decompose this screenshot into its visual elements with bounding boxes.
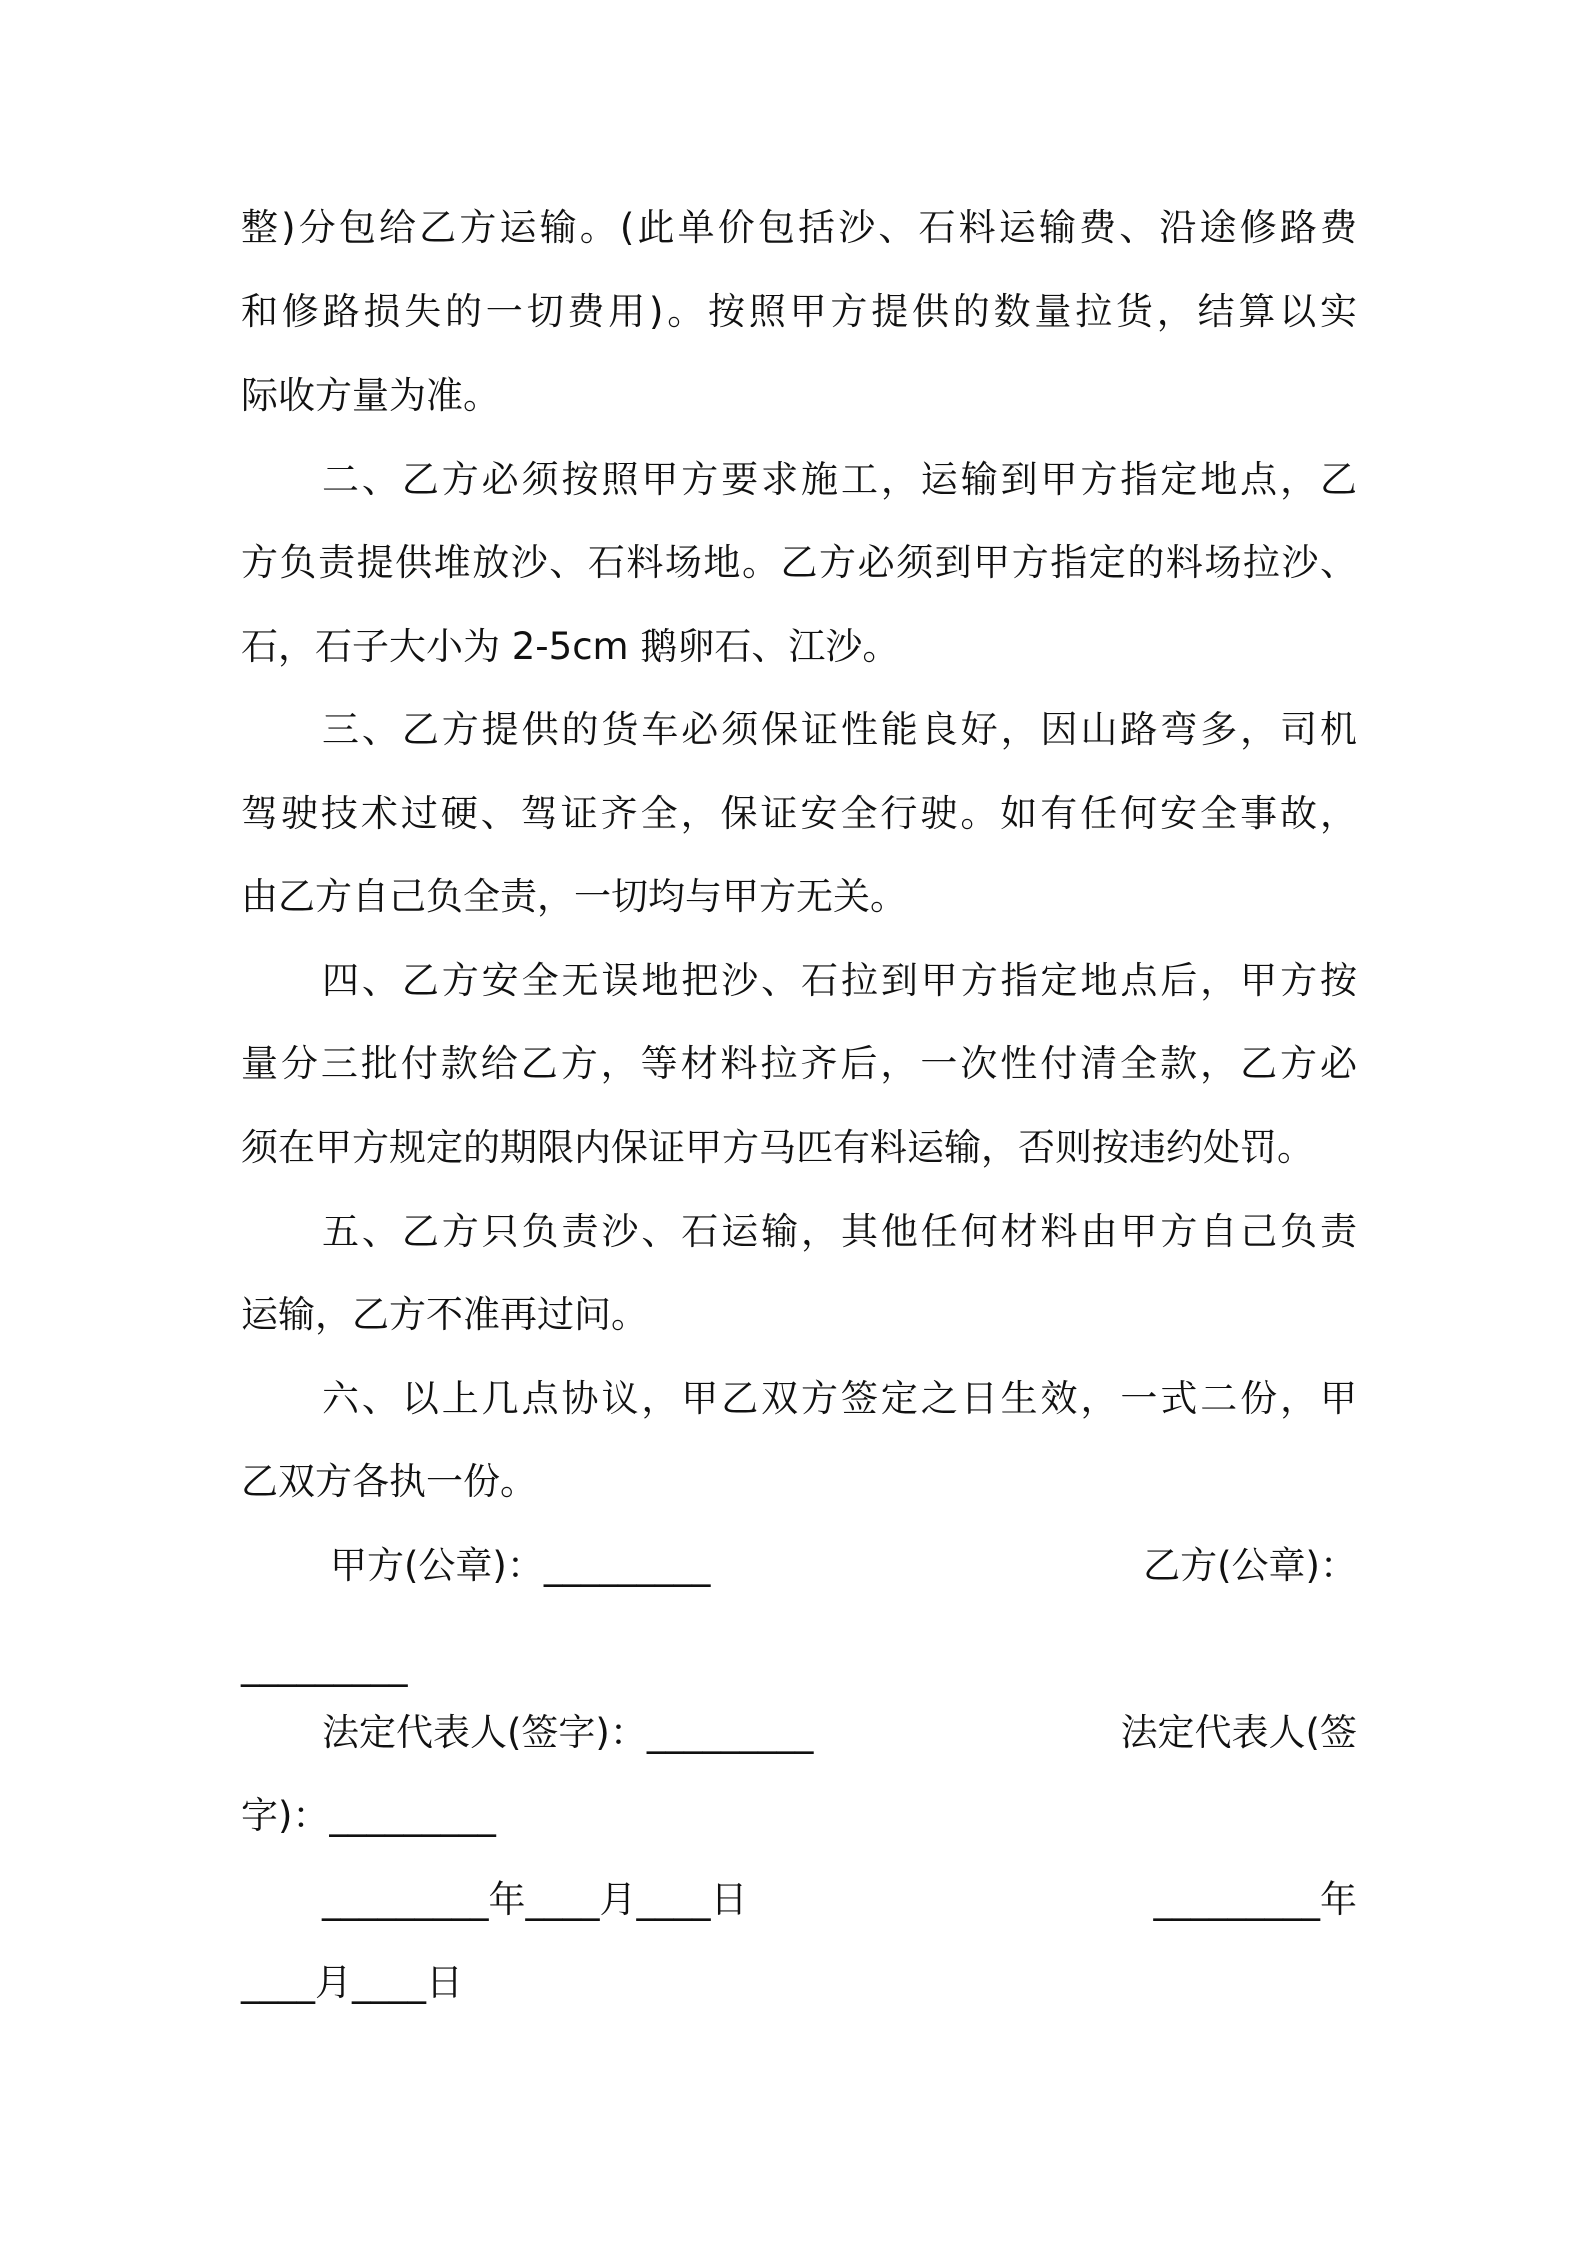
- party-a-date-field: _________年____月____日: [322, 1878, 748, 1921]
- paragraph-1-line-1: 整)分包给乙方运输。(此单价包括沙、石料运输费、沿途修路费: [241, 206, 1357, 249]
- party-a-seal-field: 甲方(公章)：_________: [330, 1544, 711, 1587]
- clause-2-line-3: 石，石子大小为 2-5cm 鹅卵石、江沙。: [241, 625, 900, 668]
- clause-2-line-1: 二、乙方必须按照甲方要求施工，运输到甲方指定地点，乙: [322, 458, 1357, 501]
- party-b-seal-label: 乙方(公章)：: [1143, 1544, 1357, 1587]
- clause-6-line-2: 乙双方各执一份。: [241, 1460, 537, 1503]
- party-b-representative-blank: 字)：_________: [241, 1794, 496, 1837]
- clause-3-line-2: 驾驶技术过硬、驾证齐全，保证安全行驶。如有任何安全事故，: [241, 792, 1357, 835]
- clause-3-line-1: 三、乙方提供的货车必须保证性能良好，因山路弯多，司机: [322, 708, 1357, 751]
- party-b-date-field: _________年: [1153, 1878, 1357, 1921]
- clause-4-line-1: 四、乙方安全无误地把沙、石拉到甲方指定地点后，甲方按: [322, 959, 1357, 1002]
- clause-5-line-2: 运输，乙方不准再过问。: [241, 1293, 648, 1336]
- party-a-representative-field: 法定代表人(签字)：_________: [322, 1711, 814, 1754]
- party-b-seal-blank: _________: [241, 1644, 408, 1687]
- clause-4-line-2: 量分三批付款给乙方，等材料拉齐后，一次性付清全款，乙方必: [241, 1042, 1357, 1085]
- paragraph-1-line-3: 际收方量为准。: [241, 374, 500, 417]
- party-b-date-cont: ____月____日: [241, 1961, 463, 2004]
- clause-3-line-3: 由乙方自己负全责，一切均与甲方无关。: [241, 875, 907, 918]
- clause-4-line-3: 须在甲方规定的期限内保证甲方马匹有料运输，否则按违约处罚。: [241, 1126, 1314, 1169]
- clause-5-line-1: 五、乙方只负责沙、石运输，其他任何材料由甲方自己负责: [322, 1210, 1357, 1253]
- party-b-representative-label: 法定代表人(签: [1120, 1711, 1357, 1754]
- clause-2-line-2: 方负责提供堆放沙、石料场地。乙方必须到甲方指定的料场拉沙、: [241, 541, 1357, 584]
- clause-6-line-1: 六、以上几点协议，甲乙双方签定之日生效，一式二份，甲: [322, 1377, 1357, 1420]
- paragraph-1-line-2: 和修路损失的一切费用)。按照甲方提供的数量拉货，结算以实: [241, 290, 1357, 333]
